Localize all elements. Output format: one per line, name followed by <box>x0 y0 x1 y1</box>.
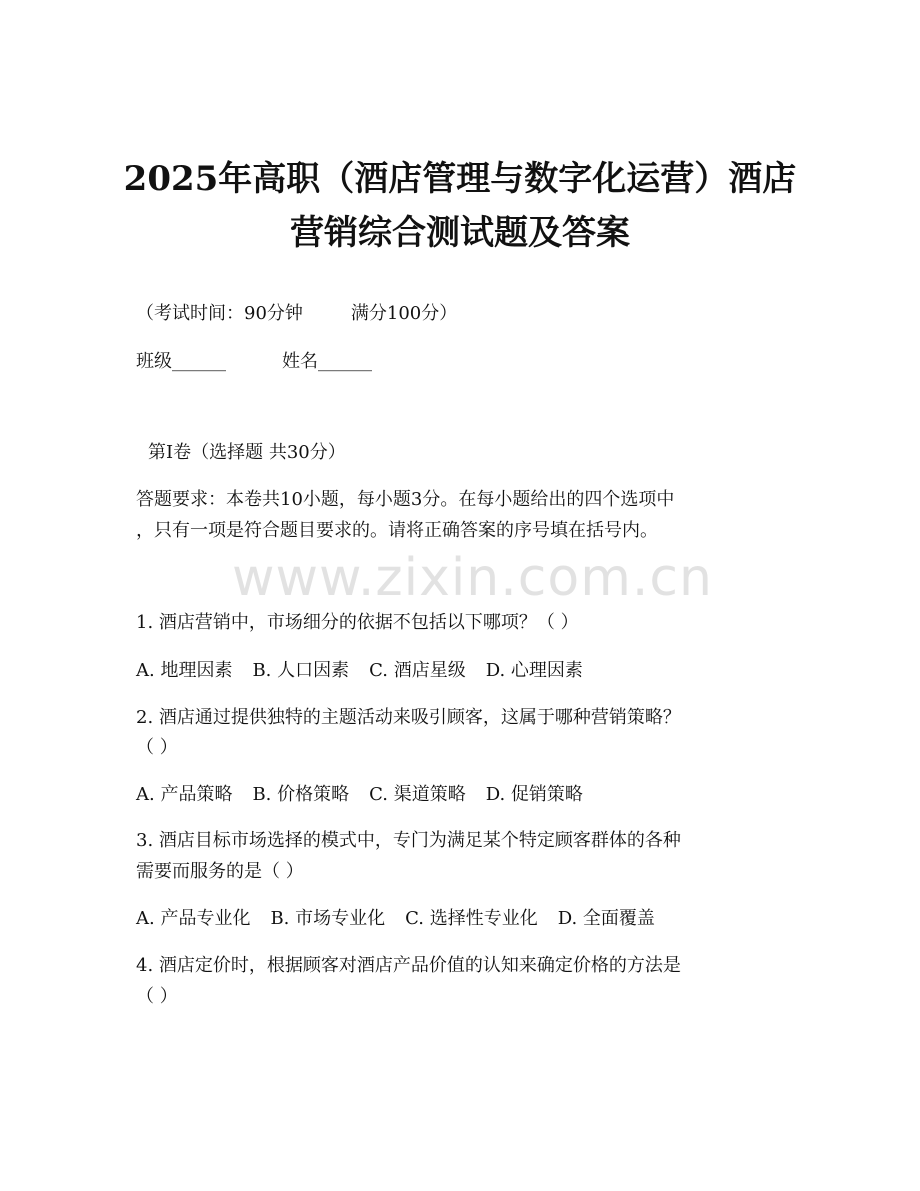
section-heading: 第Ⅰ卷（选择题 共30分） <box>148 442 346 463</box>
option-b: B. 价格策略 <box>252 784 350 805</box>
watermark: www.zixin.com.cn <box>232 548 713 608</box>
option-d: D. 促销策略 <box>485 784 583 805</box>
question-3-text: 3. 酒店目标市场选择的模式中，专门为满足某个特定顾客群体的各种 <box>136 830 681 851</box>
question-4-text-continued: （ ） <box>136 986 178 1007</box>
class-field: 班级______ <box>136 351 226 372</box>
question-4-text: 4. 酒店定价时，根据顾客对酒店产品价值的认知来确定价格的方法是 <box>136 955 681 976</box>
title-line-2: 营销综合测试题及答案 <box>290 213 630 253</box>
option-c: C. 渠道策略 <box>369 784 466 805</box>
question-2-text: 2. 酒店通过提供独特的主题活动来吸引顾客，这属于哪种营销策略？ <box>136 707 681 728</box>
question-1-options <box>136 659 583 683</box>
instructions-line-2: ，只有一项是符合题目要求的。请将正确答案的序号填在括号内。 <box>136 520 658 541</box>
question-3-options <box>136 907 655 931</box>
option-a: A. 产品策略 <box>136 784 233 805</box>
option-c: C. 酒店星级 <box>369 660 466 681</box>
question-2-options <box>136 783 583 807</box>
option-c: C. 选择性专业化 <box>405 908 538 929</box>
option-d: D. 全面覆盖 <box>557 908 655 929</box>
exam-info <box>136 302 457 326</box>
option-b: B. 人口因素 <box>252 660 350 681</box>
instructions-line-1: 答题要求：本卷共10小题，每小题3分。在每小题给出的四个选项中 <box>136 489 675 510</box>
exam-time: （考试时间：90分钟 <box>136 303 303 324</box>
option-a: A. 地理因素 <box>136 660 233 681</box>
question-3-text-continued: 需要而服务的是（ ） <box>136 861 304 882</box>
question-2-text-continued: （ ） <box>136 737 178 758</box>
option-a: A. 产品专业化 <box>136 908 251 929</box>
option-b: B. 市场专业化 <box>270 908 386 929</box>
page-title <box>60 152 860 260</box>
title-line-1: 2025年高职（酒店管理与数字化运营）酒店 <box>123 159 797 199</box>
option-d: D. 心理因素 <box>485 660 583 681</box>
question-1-text: 1. 酒店营销中，市场细分的依据不包括以下哪项？（ ） <box>136 612 579 633</box>
student-info <box>136 350 372 374</box>
exam-full-score: 满分100分） <box>350 303 458 324</box>
name-field: 姓名______ <box>282 351 372 372</box>
